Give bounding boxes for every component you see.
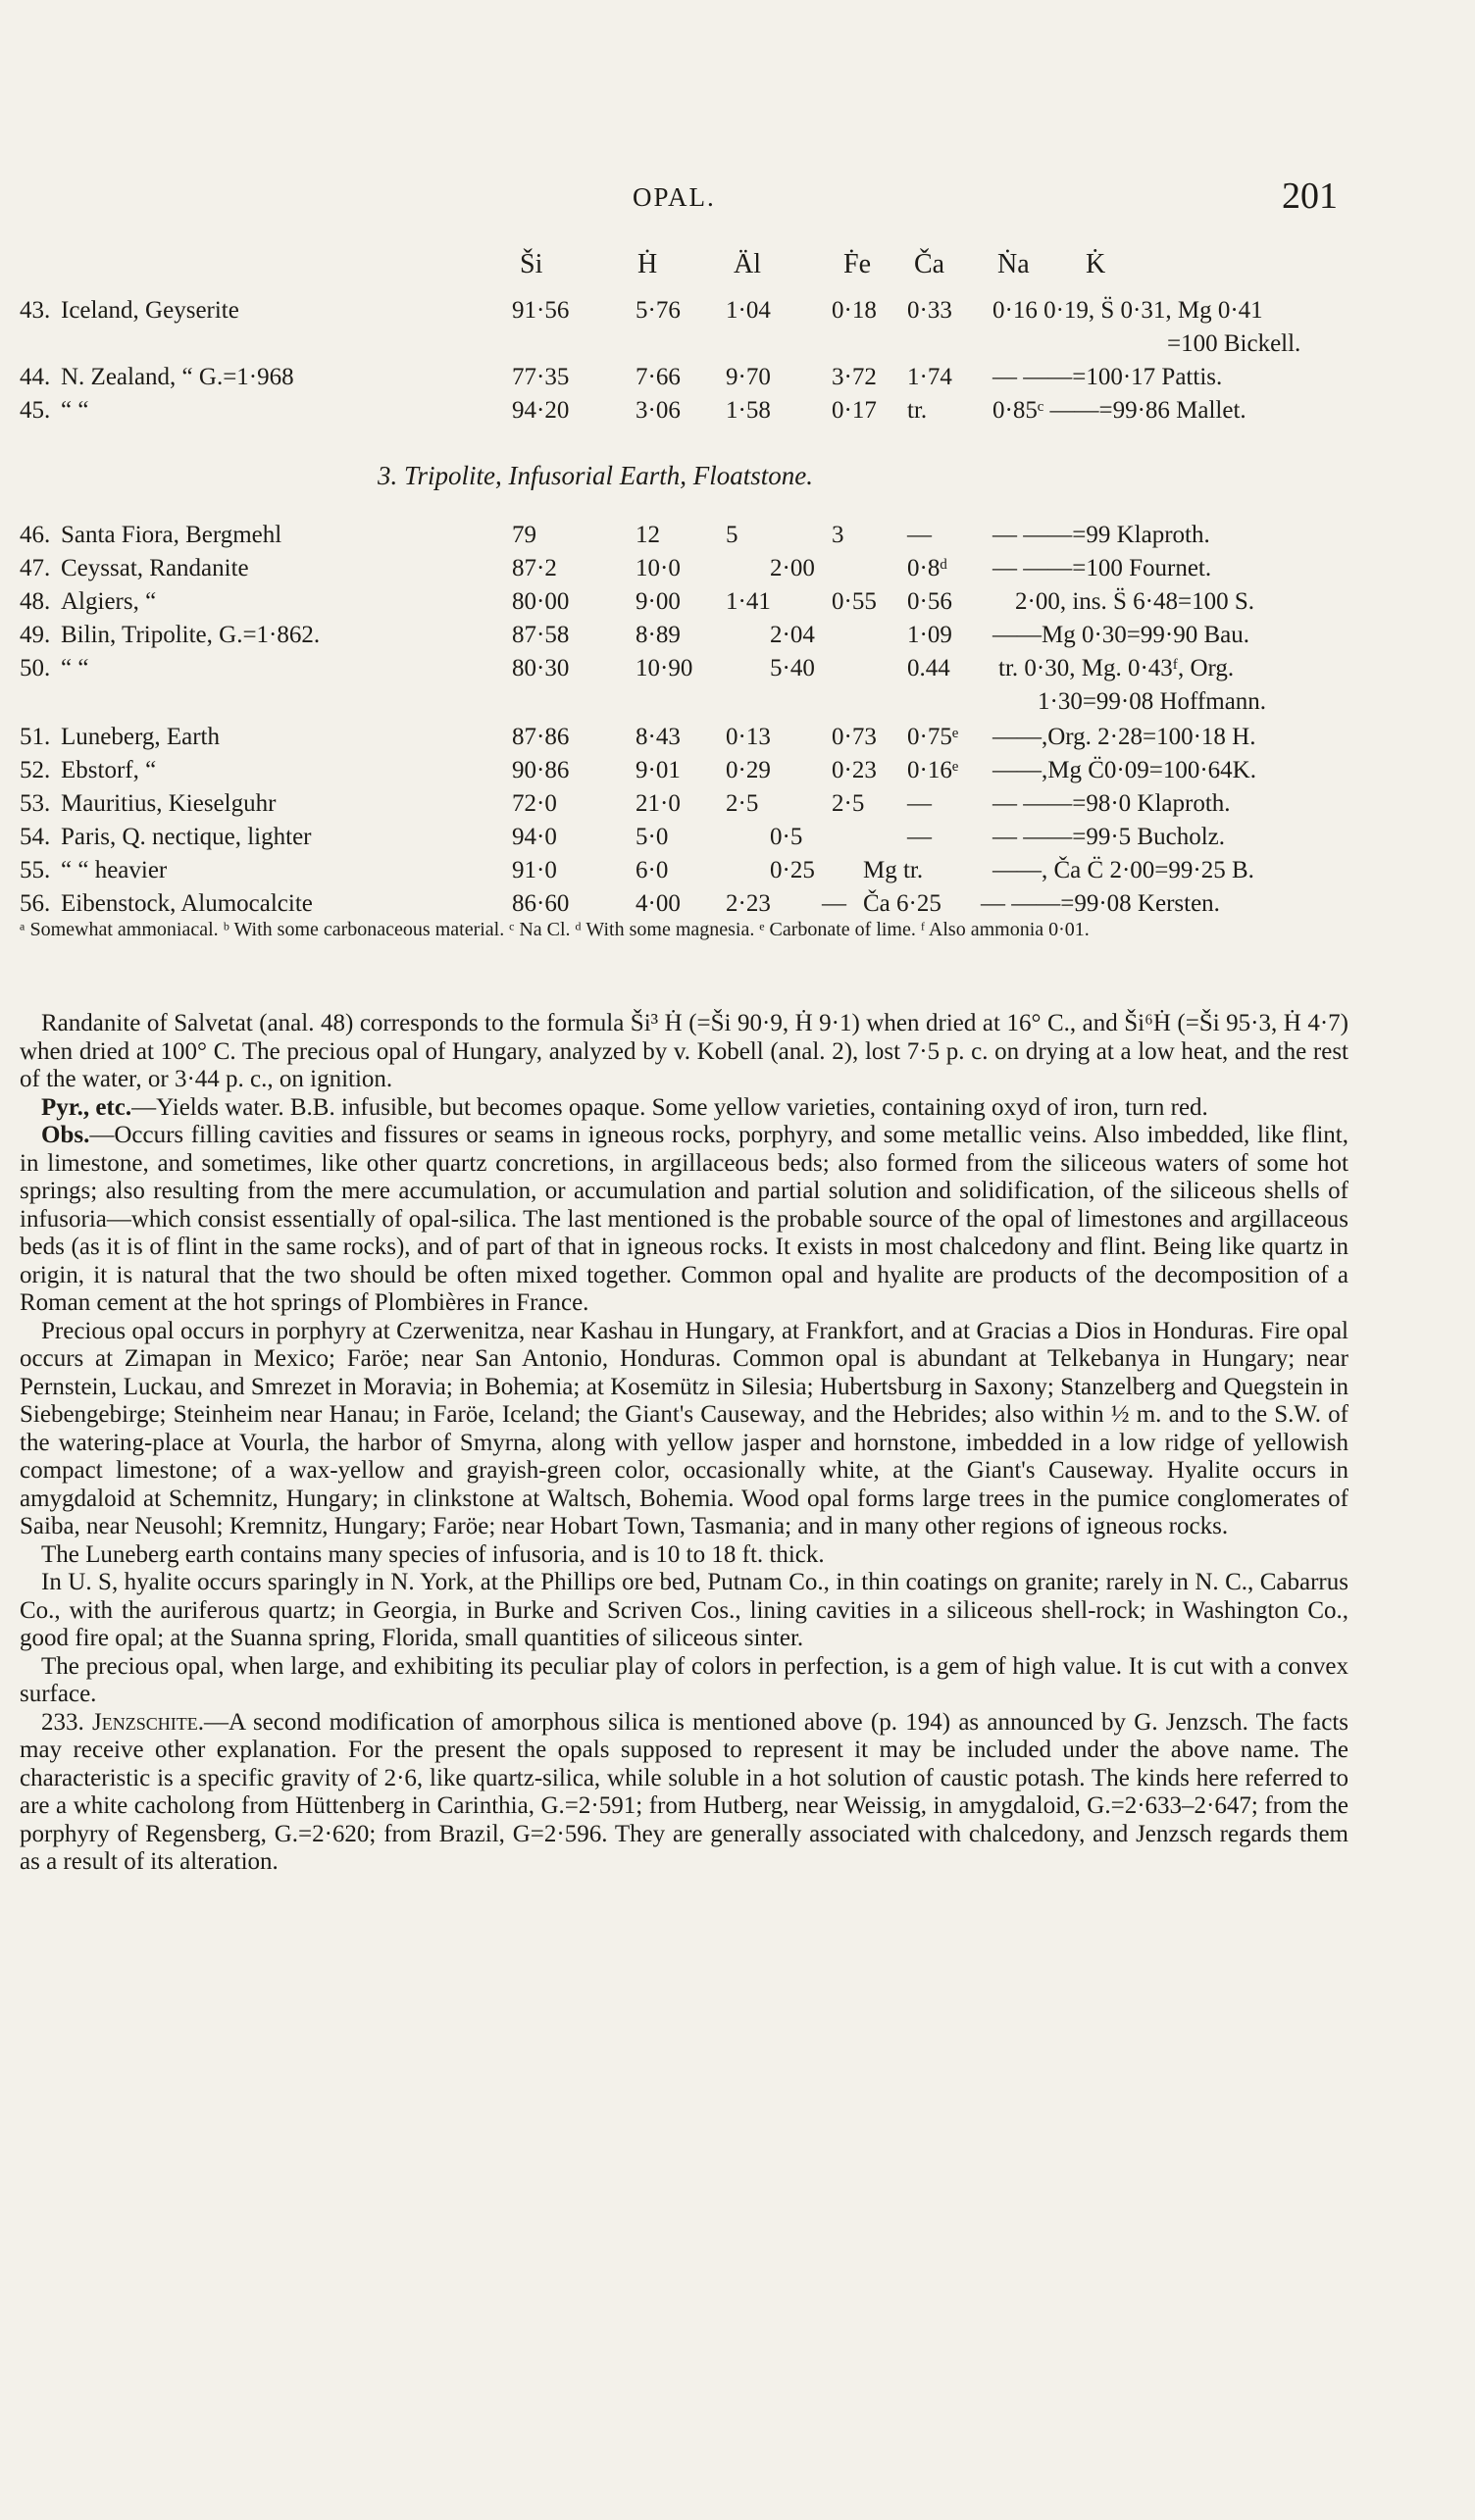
running-title: OPAL. bbox=[633, 182, 716, 212]
cell: 5 bbox=[726, 522, 738, 548]
cell: 77·35 bbox=[512, 364, 570, 390]
paragraph-text: —Occurs filling cavities and fissures or seams in igneous rocks, porphyry, and some metallic veins. Also imbedded, like flint, in limestone, and sometimes, like other quartz concretions, in argillaceous beds; also formed from the siliceous waters of some hot springs; also resulting from the mere accumulation, or accumulation and partial solution and solidification, of the siliceous shells of infusoria—which consist essentially of opal-silica. The last mentioned is the probable source of the opal of limestones and argillaceous beds (as it is of flint in the same rocks), and of part of that in igneous rocks. It exists in most chalcedony and flint. Being like quartz in origin, it is natural that the two should be often mixed together. Common opal and hyalite are products of the decomposition of a Roman cement at the hot springs of Plombières in France. bbox=[20, 1122, 1348, 1316]
row-number: 49. bbox=[20, 622, 51, 648]
cell: 0·33 bbox=[907, 297, 952, 324]
cell: 2·00 bbox=[770, 555, 815, 581]
row-number: 51. bbox=[20, 724, 51, 750]
cell: 12 bbox=[636, 522, 660, 548]
cell: 3 bbox=[832, 522, 844, 548]
paragraph-text: —A second modification of amorphous silica is mentioned above (p. 194) as announced by G. Jenzsch. The facts may receive other explanation. For the present the opals supposed to represent it may be included under the above name. The characteristic is a specific gravity of 2·6, like quartz-silica, while soluble in a hot solution of caustic potash. The kinds here referred to are a white cacholong from Hüttenberg in Carinthia, G.=2·591; from Hutberg, near Weissig, in amygdaloid, G.=2·633–2·647; from the porphyry of Regensberg, G.=2·620; from Brazil, G=2·596. They are generally associated with chalcedony, and Jenzsch regards them as a result of its alteration. bbox=[20, 1708, 1349, 1875]
cell: 21·0 bbox=[636, 790, 681, 817]
row-locality: Ceyssat, Randanite bbox=[61, 555, 249, 581]
row-locality: Eibenstock, Alumocalcite bbox=[61, 890, 313, 917]
cell: 1·09 bbox=[907, 622, 952, 648]
row-number: 52. bbox=[20, 757, 51, 783]
cell: 1·58 bbox=[726, 397, 771, 424]
cell: 3·06 bbox=[636, 397, 681, 424]
cell: 0·17 bbox=[832, 397, 877, 424]
table-row-continuation bbox=[0, 688, 1475, 722]
cell: 8·43 bbox=[636, 724, 681, 750]
table-row bbox=[0, 655, 1475, 688]
cell: 10·0 bbox=[636, 555, 681, 581]
cell: 87·86 bbox=[512, 724, 570, 750]
cell: 4·00 bbox=[636, 890, 681, 917]
cell: 5·0 bbox=[636, 824, 669, 850]
table-row-continuation bbox=[0, 330, 1475, 364]
table-row bbox=[0, 622, 1475, 655]
column-header: K̇ bbox=[1086, 249, 1106, 279]
column-header: Ča bbox=[914, 249, 945, 279]
cell: 0·8ᵈ bbox=[907, 555, 948, 581]
paragraph bbox=[20, 1094, 1348, 1123]
table-row bbox=[0, 364, 1475, 397]
table-footnotes: ᵃ Somewhat ammoniacal. ᵇ With some carbonaceous material. ᶜ Na Cl. ᵈ With some magnesia. ᵉ Carbonate of lime. ᶠ Also ammonia 0·01. bbox=[20, 919, 1090, 940]
cell: 0·73 bbox=[832, 724, 877, 750]
table-row bbox=[0, 724, 1475, 757]
cell: 8·89 bbox=[636, 622, 681, 648]
cell-remainder: ——, Ča C̈ 2·00=99·25 B. bbox=[992, 857, 1254, 883]
row-number: 43. bbox=[20, 297, 51, 324]
row-locality: Iceland, Geyserite bbox=[61, 297, 239, 324]
cell-remainder: tr. 0·30, Mg. 0·43ᶠ, Org. bbox=[998, 655, 1235, 681]
cell: 90·86 bbox=[512, 757, 570, 783]
paragraph: The Luneberg earth contains many species of infusoria, and is 10 to 18 ft. thick. bbox=[41, 1540, 825, 1568]
paragraph: In U. S, hyalite occurs sparingly in N. York, at the Phillips ore bed, Putnam Co., in thin coatings on granite; rarely in N. C., Cabarrus Co., with the auriferous quartz; in Georgia, in Burke and Scriven Cos., lining cavities in a siliceous shell-rock; in Washington Co., good fire opal; at the Suanna spring, Florida, small quantities of siliceous sinter. bbox=[20, 1569, 1348, 1651]
paragraph-label: 233. Jenzschite. bbox=[41, 1708, 204, 1736]
cell: 94·0 bbox=[512, 824, 557, 850]
cell-remainder: — ——=99 Klaproth. bbox=[992, 522, 1210, 548]
cell: — bbox=[907, 824, 932, 850]
table-row bbox=[0, 824, 1475, 857]
cell: 94·20 bbox=[512, 397, 570, 424]
row-locality: Paris, Q. nectique, lighter bbox=[61, 824, 312, 850]
row-locality: Ebstorf, “ bbox=[61, 757, 157, 783]
row-number: 45. bbox=[20, 397, 51, 424]
row-locality: “ “ bbox=[61, 397, 89, 424]
paragraph-label: Obs. bbox=[41, 1122, 90, 1148]
cell: 86·60 bbox=[512, 890, 570, 917]
cell: 0·56 bbox=[907, 588, 952, 615]
column-header: Ṅa bbox=[997, 249, 1030, 279]
cell: 9·70 bbox=[726, 364, 771, 390]
cell-continuation: =100 Bickell. bbox=[1167, 330, 1301, 357]
cell: 10·90 bbox=[636, 655, 693, 681]
table-row bbox=[0, 555, 1475, 588]
cell: 80·30 bbox=[512, 655, 570, 681]
column-header: Ḣ bbox=[637, 249, 658, 279]
section-heading: 3. Tripolite, Infusorial Earth, Floatstone. bbox=[378, 461, 814, 490]
table-row bbox=[0, 757, 1475, 790]
row-number: 54. bbox=[20, 824, 51, 850]
table-row bbox=[0, 522, 1475, 555]
row-locality: Algiers, “ bbox=[61, 588, 157, 615]
cell: Ča 6·25 bbox=[863, 890, 941, 917]
cell: 1·74 bbox=[907, 364, 952, 390]
table-row bbox=[0, 857, 1475, 890]
cell: 1·41 bbox=[726, 588, 771, 615]
paragraph: The precious opal, when large, and exhibiting its peculiar play of colors in perfection, is a gem of high value. It is cut with a convex surface. bbox=[20, 1652, 1348, 1707]
row-number: 50. bbox=[20, 655, 51, 681]
cell: 87·2 bbox=[512, 555, 557, 581]
row-number: 44. bbox=[20, 364, 51, 390]
cell: 0·55 bbox=[832, 588, 877, 615]
row-locality: N. Zealand, “ G.=1·968 bbox=[61, 364, 294, 390]
row-number: 48. bbox=[20, 588, 51, 615]
row-number: 47. bbox=[20, 555, 51, 581]
cell: 0·25 bbox=[770, 857, 815, 883]
cell: 2·5 bbox=[832, 790, 865, 817]
column-header: Äl bbox=[734, 249, 761, 279]
cell: 0.44 bbox=[907, 655, 950, 681]
cell-remainder: — ——=99·5 Bucholz. bbox=[992, 824, 1225, 850]
cell: — bbox=[907, 522, 932, 548]
cell: 0·16ᵉ bbox=[907, 757, 959, 783]
paragraph-text: —Yields water. B.B. infusible, but becomes opaque. Some yellow varieties, containing oxyd of iron, turn red. bbox=[131, 1093, 1208, 1121]
paragraph: Precious opal occurs in porphyry at Czerwenitza, near Kashau in Hungary, at Frankfort, and at Gracias a Dios in Honduras. Fire opal occurs at Zimapan in Mexico; Faröe; near San Antonio, Honduras. Common opal is abundant at Telkebanya in Hungary; near Pernstein, Luckau, and Smrezet in Moravia; in Bohemia; at Kosemütz in Silesia; Hubertsburg in Saxony; Stanzelberg and Quegstein in Siebengebirge; Steinheim near Hanau; in Faröe, Iceland; the Giant's Causeway, and the Hebrides; also within ½ m. and to the S.W. of the watering-place at Vourla, the harbor of Smyrna, along with yellow jasper and hornstone, imbedded in a low ridge of yellowish compact limestone; of a wax-yellow and grayish-green color, occasionally white, at the Giant's Causeway. Hyalite occurs in amygdaloid at Schemnitz, Hungary; in clinkstone at Waltsch, Bohemia. Wood opal forms large trees in the pumice conglomerates of Saiba, near Neusohl; Kremnitz, Hungary; Faröe; near Hobart Town, Tasmania; and in many other regions of igneous rocks. bbox=[20, 1317, 1348, 1539]
table-row bbox=[0, 397, 1475, 430]
cell: 9·00 bbox=[636, 588, 681, 615]
row-locality: Mauritius, Kieselguhr bbox=[61, 790, 277, 817]
page-number: 201 bbox=[1282, 176, 1338, 217]
cell: tr. bbox=[907, 397, 928, 424]
cell: 79 bbox=[512, 522, 536, 548]
row-number: 46. bbox=[20, 522, 51, 548]
cell: 5·76 bbox=[636, 297, 681, 324]
cell-remainder: 2·00, ins. S̈ 6·48=100 S. bbox=[1015, 588, 1254, 615]
cell: 7·66 bbox=[636, 364, 681, 390]
cell: 0·18 bbox=[832, 297, 877, 324]
cell: 1·04 bbox=[726, 297, 771, 324]
row-number: 55. bbox=[20, 857, 51, 883]
cell: Mg tr. bbox=[863, 857, 924, 883]
cell: 80·00 bbox=[512, 588, 570, 615]
cell: 0·23 bbox=[832, 757, 877, 783]
cell: — bbox=[907, 790, 932, 817]
cell-continuation: 1·30=99·08 Hoffmann. bbox=[1038, 688, 1267, 715]
paragraph-label: Pyr., etc. bbox=[41, 1093, 132, 1121]
row-locality: Santa Fiora, Bergmehl bbox=[61, 522, 282, 548]
row-number: 56. bbox=[20, 890, 51, 917]
row-locality: “ “ heavier bbox=[61, 857, 168, 883]
paragraph bbox=[20, 1122, 1348, 1318]
cell-remainder: ——Mg 0·30=99·90 Bau. bbox=[992, 622, 1249, 648]
table-row bbox=[0, 297, 1475, 330]
row-number: 53. bbox=[20, 790, 51, 817]
cell: 0·75ᵉ bbox=[907, 724, 959, 750]
cell-remainder: ——,Mg C̈0·09=100·64K. bbox=[992, 757, 1256, 783]
cell: 2·5 bbox=[726, 790, 759, 817]
cell-remainder: ——,Org. 2·28=100·18 H. bbox=[992, 724, 1256, 750]
page-header bbox=[0, 175, 1475, 224]
cell: 91·56 bbox=[512, 297, 570, 324]
cell: 0·5 bbox=[770, 824, 803, 850]
cell: 0·29 bbox=[726, 757, 771, 783]
cell-remainder: — ——=100 Fournet. bbox=[992, 555, 1212, 581]
row-locality: Luneberg, Earth bbox=[61, 724, 220, 750]
cell: 9·01 bbox=[636, 757, 681, 783]
table-row bbox=[0, 790, 1475, 824]
cell: 0·13 bbox=[726, 724, 771, 750]
paragraph bbox=[20, 1709, 1348, 1877]
body-text bbox=[20, 1010, 1348, 1877]
cell: 91·0 bbox=[512, 857, 557, 883]
cell: 3·72 bbox=[832, 364, 877, 390]
column-header: Ḟe bbox=[843, 249, 871, 279]
cell-remainder: — ——=98·0 Klaproth. bbox=[992, 790, 1231, 817]
cell-remainder: 0·85ᶜ ——=99·86 Mallet. bbox=[992, 397, 1246, 424]
cell: 5·40 bbox=[770, 655, 815, 681]
cell: 87·58 bbox=[512, 622, 570, 648]
cell: 6·0 bbox=[636, 857, 669, 883]
row-locality: Bilin, Tripolite, G.=1·862. bbox=[61, 622, 321, 648]
cell: 72·0 bbox=[512, 790, 557, 817]
cell-remainder: — ——=99·08 Kersten. bbox=[981, 890, 1220, 917]
cell: 2·04 bbox=[770, 622, 815, 648]
cell: — bbox=[822, 890, 846, 917]
cell-remainder: 0·16 0·19, S̈ 0·31, Mg 0·41 bbox=[992, 297, 1263, 324]
row-locality: “ “ bbox=[61, 655, 89, 681]
paragraph: Randanite of Salvetat (anal. 48) corresponds to the formula Ši³ Ḣ (=Ši 90·9, Ḣ 9·1) when dried at 16° C., and Ši⁶Ḣ (=Ši 95·3, Ḣ 4·7) when dried at 100° C. The precious opal of Hungary, analyzed by v. Kobell (anal. 2), lost 7·5 p. c. on drying at a low heat, and the rest of the water, or 3·44 p. c., on ignition. bbox=[20, 1010, 1348, 1092]
table-row bbox=[0, 588, 1475, 622]
cell: 2·23 bbox=[726, 890, 771, 917]
cell-remainder: — ——=100·17 Pattis. bbox=[992, 364, 1223, 390]
column-header: Ši bbox=[520, 249, 543, 279]
